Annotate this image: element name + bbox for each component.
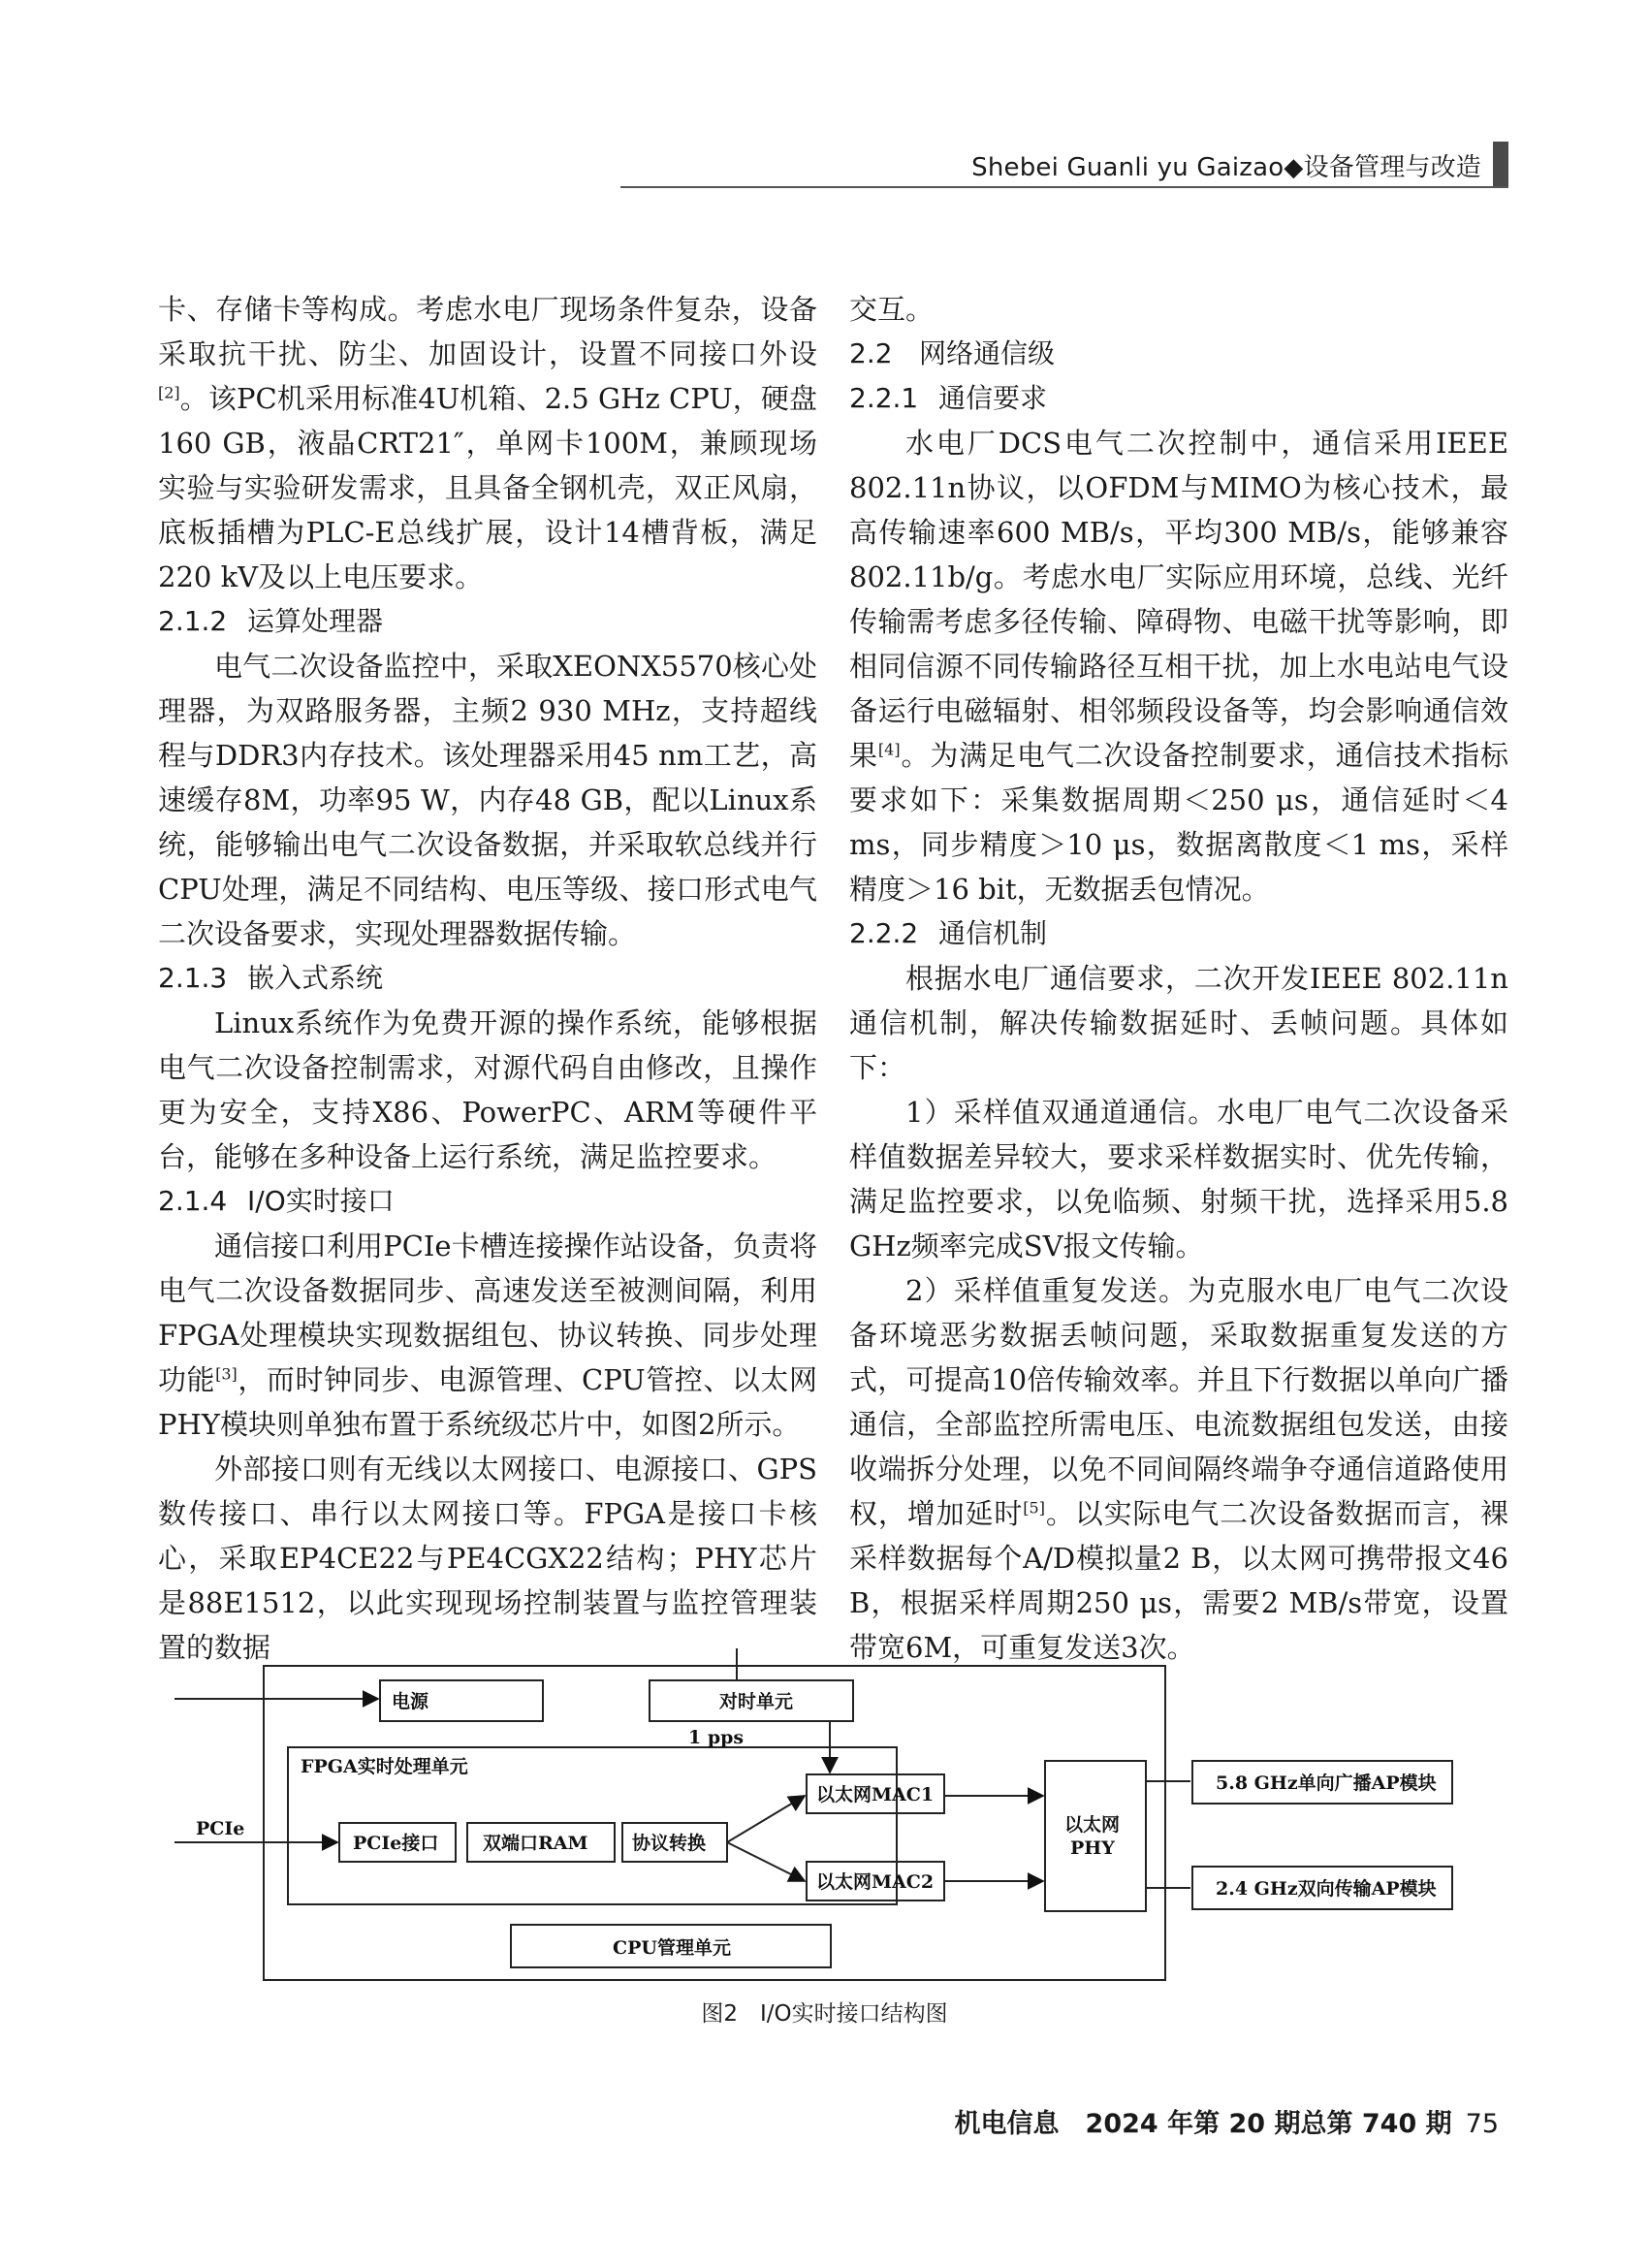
section-number: 2.1.4: [158, 1185, 228, 1217]
paragraph: [158, 1224, 817, 1447]
section-title: 通信要求: [938, 382, 1048, 414]
phy-label-line2: PHY: [1070, 1837, 1115, 1859]
section-number: 2.2: [849, 337, 893, 369]
section-title: 通信机制: [938, 917, 1048, 949]
paragraph: [849, 1268, 1508, 1670]
figure-2: [155, 1648, 1512, 2056]
journal-pinyin: Shebei Guanli yu Gaizao: [971, 153, 1284, 182]
paragraph-text: 。以实际电气二次设备数据而言，裸采样数据每个A/D模拟量2 B，以太网可携带报文46 B，根据采样周期250 μs，需要2 MB/s带宽，设置带宽6M，可重复发送3次。: [849, 1497, 1508, 1664]
right-column: [849, 287, 1508, 1670]
citation: [3]: [215, 1364, 238, 1384]
section-number: 2.2.2: [849, 917, 919, 949]
paragraph-text: ，而时钟同步、电源管理、CPU管控、以太网PHY模块则单独布置于系统级芯片中，如图2所示。: [158, 1363, 817, 1441]
section-heading-2-1-4: [158, 1179, 817, 1224]
cpu-label: CPU管理单元: [613, 1937, 731, 1959]
section-title: 嵌入式系统: [247, 962, 384, 994]
paragraph-text: 2）采样值重复发送。为克服水电厂电气二次设备环境恶劣数据丢帧问题，采取数据重复发送的方式，可提高10倍传输效率。并且下行数据以单向广播通信，全部监控所需电压、电流数据组包发送，由接收端拆分处理，以免不同间隔终端争夺通信道路使用权，增加延时: [849, 1274, 1508, 1530]
pps-label: 1 pps: [688, 1727, 745, 1748]
mac2-label: 以太网MAC2: [816, 1871, 935, 1893]
io-interface-diagram: [155, 1648, 1512, 1988]
paragraph-text: 通信接口利用PCIe卡槽连接操作站设备，负责将电气二次设备数据同步、高速发送至被测间隔，利用FPGA处理模块实现数据组包、协议转换、同步处理功能: [158, 1230, 817, 1396]
paragraph-text: 。该PC机采用标准4U机箱、2.5 GHz CPU，硬盘160 GB，液晶CRT21″，单网卡100M，兼顾现场实验与实验研发需求，且具备全钢机壳，双正风扇，底板插槽为PLC-E总线扩展，设计14槽背板，满足220 kV及以上电压要求。: [158, 382, 817, 593]
paragraph-text: 水电厂DCS电气二次控制中，通信采用IEEE 802.11n协议，以OFDM与MIMO为核心技术，最高传输速率600 MB/s，平均300 MB/s，能够兼容802.11b/g。考虑水电厂实际应用环境，总线、光纤传输需考虑多径传输、障碍物、电磁干扰等影响，即相同信源不同传输路径互相干扰，加上水电站电气设备运行电磁辐射、相邻频段设备等，均会影响通信效果: [849, 427, 1508, 772]
timing-label: 对时单元: [719, 1691, 794, 1712]
figure-caption: 图2 I/O实时接口结构图: [701, 2001, 948, 2027]
section-heading-2-2-1: [849, 376, 1508, 421]
section-heading-2-1-3: [158, 956, 817, 1001]
paragraph: 交互。: [849, 293, 935, 326]
diamond-separator: ◆: [1284, 153, 1304, 182]
paragraph: 根据水电厂通信要求，二次开发IEEE 802.11n通信机制，解决传输数据延时、丢帧问题。具体如下：: [849, 962, 1508, 1084]
paragraph: [158, 287, 817, 599]
running-header-text: [971, 147, 1481, 183]
journal-title: 设备管理与改造: [1303, 153, 1481, 182]
ap-58ghz-label: 5.8 GHz单向广播AP模块: [1216, 1773, 1437, 1794]
footer-journal-issue: 机电信息 2024 年第 20 期总第 740 期: [954, 2109, 1452, 2139]
header-bar-mark: [1493, 142, 1508, 186]
phy-label-line1: 以太网: [1064, 1814, 1121, 1836]
section-heading-2-2-2: [849, 911, 1508, 956]
section-title: I/O实时接口: [247, 1185, 395, 1217]
header-rule: [620, 186, 1508, 188]
power-label: 电源: [392, 1691, 429, 1712]
running-header: [620, 142, 1508, 188]
ap-24ghz-label: 2.4 GHz双向传输AP模块: [1216, 1878, 1437, 1900]
citation: [5]: [1023, 1498, 1045, 1517]
protocol-conversion-label: 协议转换: [632, 1833, 707, 1854]
paragraph: 1）采样值双通道通信。水电厂电气二次设备采样值数据差异较大，要求采样数据实时、优先传输，满足监控要求，以免临频、射频干扰，选择采用5.8 GHz频率完成SV报文传输。: [849, 1096, 1508, 1262]
paragraph: Linux系统作为免费开源的操作系统，能够根据电气二次设备控制需求，对源代码自由修改，且操作更为安全，支持X86、PowerPC、ARM等硬件平台，能够在多种设备上运行系统，满足监控要求。: [158, 1006, 817, 1173]
phy-box: [1045, 1761, 1146, 1911]
section-title: 运算处理器: [247, 605, 384, 637]
paragraph: 电气二次设备监控中，采取XEONX5570核心处理器，为双路服务器，主频2 930 MHz，支持超线程与DDR3内存技术。该处理器采用45 nm工艺，高速缓存8M，功率95 W，内存48 GB，配以Linux系统，能够输出电气二次设备数据，并采取软总线并行CPU处理，满足不同结构、电压等级、接口形式电气二次设备要求，实现处理器数据传输。: [158, 650, 817, 950]
section-number: 2.2.1: [849, 382, 919, 414]
page-number: 75: [1465, 2109, 1499, 2139]
pcie-input-label: PCIe: [196, 1818, 245, 1839]
section-heading-2-1-2: [158, 599, 817, 644]
mac1-label: 以太网MAC1: [816, 1784, 935, 1805]
pcie-interface-label: PCIe接口: [353, 1833, 439, 1854]
section-heading-2-2: [849, 332, 1508, 376]
section-title: 网络通信级: [919, 337, 1056, 369]
citation: [4]: [877, 740, 901, 759]
section-number: 2.1.3: [158, 962, 228, 994]
section-number: 2.1.2: [158, 605, 228, 637]
dual-port-ram-label: 双端口RAM: [483, 1833, 588, 1854]
left-column: [158, 287, 817, 1670]
paragraph-text: 卡、存储卡等构成。考虑水电厂现场条件复杂，设备采取抗干扰、防尘、加固设计，设置不同接口外设: [158, 293, 817, 370]
paragraph: 外部接口则有无线以太网接口、电源接口、GPS数传接口、串行以太网接口等。FPGA是接口卡核心，采取EP4CE22与PE4CGX22结构；PHY芯片是88E1512，以此实现现场控制装置与监控管理装置的数据: [158, 1453, 817, 1664]
paragraph-text: 。为满足电气二次设备控制要求，通信技术指标要求如下：采集数据周期＜250 μs，通信延时＜4 ms，同步精度＞10 μs，数据离散度＜1 ms，采样精度＞16 bit，无数据丢包情况。: [849, 739, 1508, 906]
fpga-label: FPGA实时处理单元: [301, 1756, 468, 1777]
paragraph: [849, 421, 1508, 911]
citation: [2]: [158, 383, 180, 402]
page-footer: [955, 2102, 1499, 2140]
